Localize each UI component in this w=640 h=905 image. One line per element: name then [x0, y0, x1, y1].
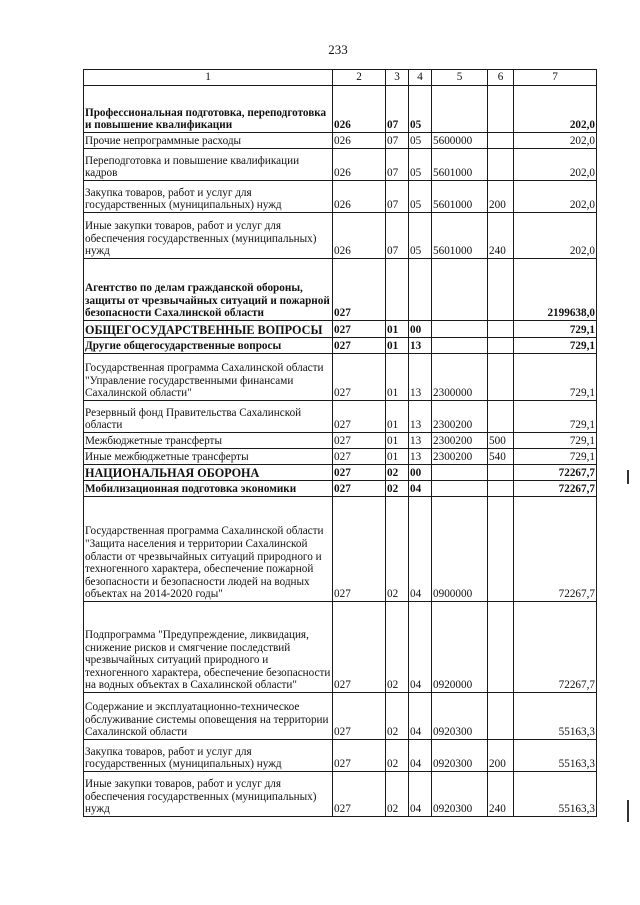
- table-row: [84, 602, 597, 693]
- column-header-7: 7: [514, 70, 597, 86]
- row-expense-type: [488, 481, 514, 497]
- row-expense-type: 540: [488, 449, 514, 465]
- row-subsection-code: 04: [409, 693, 432, 740]
- row-name: Иные закупки товаров, работ и услуг для обеспечения государственных (муниципальных) нужд: [84, 772, 333, 817]
- row-subsection-code: 05: [409, 133, 432, 149]
- row-section-code: 01: [386, 401, 409, 433]
- row-section-code: 07: [386, 133, 409, 149]
- row-target-code: 5600000: [432, 133, 488, 149]
- row-target-code: 2300200: [432, 401, 488, 433]
- row-name: Мобилизационная подготовка экономики: [84, 481, 333, 497]
- row-expense-type: [488, 338, 514, 354]
- row-expense-type: 500: [488, 433, 514, 449]
- row-section-code: 01: [386, 321, 409, 338]
- row-target-code: 2300200: [432, 433, 488, 449]
- row-section-code: 02: [386, 465, 409, 481]
- row-subsection-code: 13: [409, 401, 432, 433]
- table-row: [84, 497, 597, 602]
- table-row: [84, 465, 597, 481]
- column-header-6: 6: [488, 70, 514, 86]
- row-target-code: 5601000: [432, 181, 488, 213]
- row-expense-type: [488, 602, 514, 693]
- scan-mark: [627, 470, 629, 484]
- row-target-code: 0920000: [432, 602, 488, 693]
- row-ministry-code: 027: [333, 481, 386, 497]
- column-header-2: 2: [333, 70, 386, 86]
- table-row: [84, 354, 597, 401]
- row-amount: 72267,7: [514, 602, 597, 693]
- row-section-code: 02: [386, 693, 409, 740]
- row-expense-type: 240: [488, 213, 514, 259]
- row-section-code: 02: [386, 602, 409, 693]
- row-target-code: 0920300: [432, 740, 488, 772]
- row-section-code: 07: [386, 86, 409, 133]
- row-ministry-code: 027: [333, 602, 386, 693]
- row-section-code: 07: [386, 149, 409, 181]
- table-row: [84, 259, 597, 321]
- row-target-code: 5601000: [432, 149, 488, 181]
- row-name: Другие общегосударственные вопросы: [84, 338, 333, 354]
- row-target-code: 0920300: [432, 693, 488, 740]
- table-row: [84, 181, 597, 213]
- row-amount: 72267,7: [514, 497, 597, 602]
- row-subsection-code: 00: [409, 321, 432, 338]
- row-ministry-code: 027: [333, 401, 386, 433]
- row-expense-type: [488, 149, 514, 181]
- row-amount: 72267,7: [514, 481, 597, 497]
- header-row: [84, 70, 597, 86]
- table-row: [84, 740, 597, 772]
- row-section-code: 02: [386, 497, 409, 602]
- row-target-code: [432, 481, 488, 497]
- row-subsection-code: [409, 259, 432, 321]
- row-expense-type: 240: [488, 772, 514, 817]
- row-subsection-code: 04: [409, 740, 432, 772]
- row-ministry-code: 027: [333, 449, 386, 465]
- row-expense-type: [488, 133, 514, 149]
- row-target-code: 0900000: [432, 497, 488, 602]
- row-subsection-code: 04: [409, 481, 432, 497]
- row-name: Закупка товаров, работ и услуг для государственных (муниципальных) нужд: [84, 181, 333, 213]
- row-section-code: 01: [386, 354, 409, 401]
- row-name: Государственная программа Сахалинской области "Защита населения и территории Сахалинской области от чрезвычайных ситуаций природного и техногенного характера, обеспечение пожарной безопасности и безопасности людей на водных объектах на 2014-2020 годы": [84, 497, 333, 602]
- table-row: [84, 321, 597, 338]
- row-subsection-code: 04: [409, 602, 432, 693]
- row-amount: 202,0: [514, 133, 597, 149]
- row-name: Иные закупки товаров, работ и услуг для обеспечения государственных (муниципальных) нужд: [84, 213, 333, 259]
- row-expense-type: [488, 259, 514, 321]
- table-row: [84, 481, 597, 497]
- row-expense-type: [488, 321, 514, 338]
- row-target-code: [432, 259, 488, 321]
- row-subsection-code: 04: [409, 772, 432, 817]
- row-amount: 2199638,0: [514, 259, 597, 321]
- row-amount: 729,1: [514, 321, 597, 338]
- row-subsection-code: 13: [409, 354, 432, 401]
- table-row: [84, 86, 597, 133]
- row-amount: 55163,3: [514, 693, 597, 740]
- table-row: [84, 149, 597, 181]
- row-amount: 729,1: [514, 401, 597, 433]
- row-amount: 72267,7: [514, 465, 597, 481]
- row-amount: 55163,3: [514, 772, 597, 817]
- table-row: [84, 213, 597, 259]
- row-ministry-code: 026: [333, 133, 386, 149]
- row-subsection-code: 13: [409, 449, 432, 465]
- row-name: ОБЩЕГОСУДАРСТВЕННЫЕ ВОПРОСЫ: [84, 321, 333, 338]
- row-section-code: 07: [386, 213, 409, 259]
- table-row: [84, 433, 597, 449]
- row-amount: 729,1: [514, 354, 597, 401]
- row-section-code: 01: [386, 338, 409, 354]
- budget-table: [83, 69, 597, 817]
- row-ministry-code: 027: [333, 497, 386, 602]
- row-subsection-code: 00: [409, 465, 432, 481]
- column-header-1: 1: [84, 70, 333, 86]
- row-ministry-code: 027: [333, 740, 386, 772]
- row-name: Переподготовка и повышение квалификации кадров: [84, 149, 333, 181]
- row-expense-type: [488, 693, 514, 740]
- row-target-code: [432, 321, 488, 338]
- row-ministry-code: 026: [333, 149, 386, 181]
- row-subsection-code: 13: [409, 338, 432, 354]
- table-row: [84, 401, 597, 433]
- row-amount: 202,0: [514, 181, 597, 213]
- column-header-4: 4: [409, 70, 432, 86]
- row-name: Государственная программа Сахалинской области "Управление государственными финансами Сахалинской области": [84, 354, 333, 401]
- row-name: НАЦИОНАЛЬНАЯ ОБОРОНА: [84, 465, 333, 481]
- row-name: Профессиональная подготовка, переподготовка и повышение квалификации: [84, 86, 333, 133]
- row-amount: 729,1: [514, 338, 597, 354]
- row-subsection-code: 05: [409, 86, 432, 133]
- row-name: Межбюджетные трансферты: [84, 433, 333, 449]
- row-amount: 202,0: [514, 149, 597, 181]
- row-amount: 202,0: [514, 86, 597, 133]
- row-ministry-code: 027: [333, 321, 386, 338]
- table-row: [84, 338, 597, 354]
- row-name: Подпрограмма "Предупреждение, ликвидация, снижение рисков и смягчение последствий чрезвычайных ситуаций природного и техногенного характера, обеспечение безопасности на водных объектах в Сахалинской области": [84, 602, 333, 693]
- row-target-code: 2300000: [432, 354, 488, 401]
- row-ministry-code: 027: [333, 338, 386, 354]
- row-subsection-code: 05: [409, 149, 432, 181]
- row-section-code: 02: [386, 772, 409, 817]
- row-name: Прочие непрограммные расходы: [84, 133, 333, 149]
- row-target-code: 2300200: [432, 449, 488, 465]
- table-row: [84, 693, 597, 740]
- scan-mark: [627, 800, 629, 822]
- row-section-code: 02: [386, 740, 409, 772]
- row-section-code: 01: [386, 449, 409, 465]
- row-name: Закупка товаров, работ и услуг для государственных (муниципальных) нужд: [84, 740, 333, 772]
- row-target-code: [432, 465, 488, 481]
- row-expense-type: 200: [488, 181, 514, 213]
- row-ministry-code: 027: [333, 354, 386, 401]
- row-subsection-code: 05: [409, 181, 432, 213]
- page-number: 233: [328, 42, 348, 57]
- column-header-5: 5: [432, 70, 488, 86]
- column-header-3: 3: [386, 70, 409, 86]
- row-amount: 55163,3: [514, 740, 597, 772]
- table-row: [84, 133, 597, 149]
- row-section-code: 02: [386, 481, 409, 497]
- row-subsection-code: 04: [409, 497, 432, 602]
- row-expense-type: [488, 465, 514, 481]
- row-section-code: 01: [386, 433, 409, 449]
- row-amount: 202,0: [514, 213, 597, 259]
- row-section-code: 07: [386, 181, 409, 213]
- row-expense-type: 200: [488, 740, 514, 772]
- row-name: Содержание и эксплуатационно-техническое обслуживание системы оповещения на территории Сахалинской области: [84, 693, 333, 740]
- row-target-code: 0920300: [432, 772, 488, 817]
- row-expense-type: [488, 497, 514, 602]
- row-ministry-code: 027: [333, 693, 386, 740]
- row-expense-type: [488, 354, 514, 401]
- row-amount: 729,1: [514, 449, 597, 465]
- row-ministry-code: 026: [333, 213, 386, 259]
- row-ministry-code: 027: [333, 433, 386, 449]
- row-amount: 729,1: [514, 433, 597, 449]
- row-expense-type: [488, 401, 514, 433]
- row-ministry-code: 026: [333, 181, 386, 213]
- row-target-code: [432, 86, 488, 133]
- row-ministry-code: 026: [333, 86, 386, 133]
- table-row: [84, 449, 597, 465]
- row-name: Агентство по делам гражданской обороны, защиты от чрезвычайных ситуаций и пожарной безопасности Сахалинской области: [84, 259, 333, 321]
- row-subsection-code: 13: [409, 433, 432, 449]
- row-ministry-code: 027: [333, 772, 386, 817]
- row-ministry-code: 027: [333, 259, 386, 321]
- row-target-code: [432, 338, 488, 354]
- table-row: [84, 772, 597, 817]
- row-subsection-code: 05: [409, 213, 432, 259]
- row-target-code: 5601000: [432, 213, 488, 259]
- row-name: Резервный фонд Правительства Сахалинской области: [84, 401, 333, 433]
- row-ministry-code: 027: [333, 465, 386, 481]
- row-name: Иные межбюджетные трансферты: [84, 449, 333, 465]
- row-expense-type: [488, 86, 514, 133]
- row-section-code: [386, 259, 409, 321]
